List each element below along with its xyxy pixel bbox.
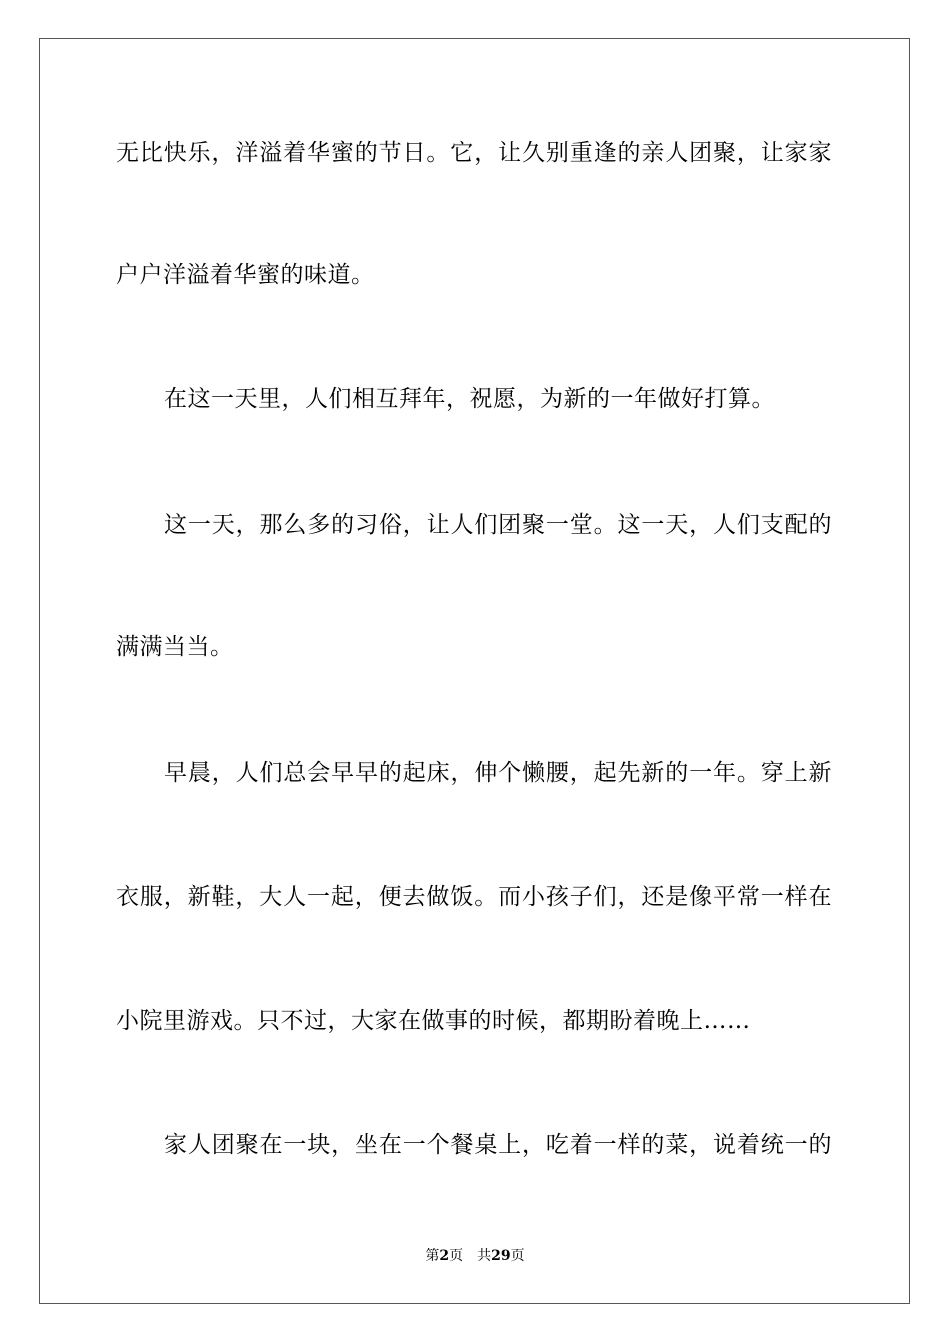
paragraph-3-line-1: 这一天，那么多的习俗，让人们团聚一堂。这一天，人们支配的 <box>164 512 832 538</box>
paragraph-1-line-1: 无比快乐，洋溢着华蜜的节日。它，让久别重逢的亲人团聚，让家家 <box>116 140 832 166</box>
total-suffix: 页 <box>510 1248 525 1264</box>
paragraph-2-line-1: 在这一天里，人们相互拜年，祝愿，为新的一年做好打算。 <box>164 386 775 412</box>
total-prefix: 共 <box>477 1248 492 1264</box>
paragraph-1-line-2: 户户洋溢着华蜜的味道。 <box>116 262 375 288</box>
paragraph-4-line-2: 衣服，新鞋，大人一起，便去做饭。而小孩子们，还是像平常一样在 <box>116 884 832 910</box>
page-prefix: 第 <box>425 1248 440 1264</box>
page-border <box>39 38 910 1304</box>
page-suffix: 页 <box>449 1248 464 1264</box>
paragraph-4-line-1: 早晨，人们总会早早的起床，伸个懒腰，起先新的一年。穿上新 <box>164 760 832 786</box>
page-footer <box>0 1246 950 1266</box>
page-current: 2 <box>439 1248 450 1264</box>
paragraph-5-line-1: 家人团聚在一块，坐在一个餐桌上，吃着一样的菜，说着统一的 <box>164 1132 832 1158</box>
paragraph-4-line-3: 小院里游戏。只不过，大家在做事的时候，都期盼着晚上…… <box>116 1008 751 1034</box>
page-total: 29 <box>491 1248 511 1264</box>
paragraph-3-line-2: 满满当当。 <box>116 634 234 660</box>
